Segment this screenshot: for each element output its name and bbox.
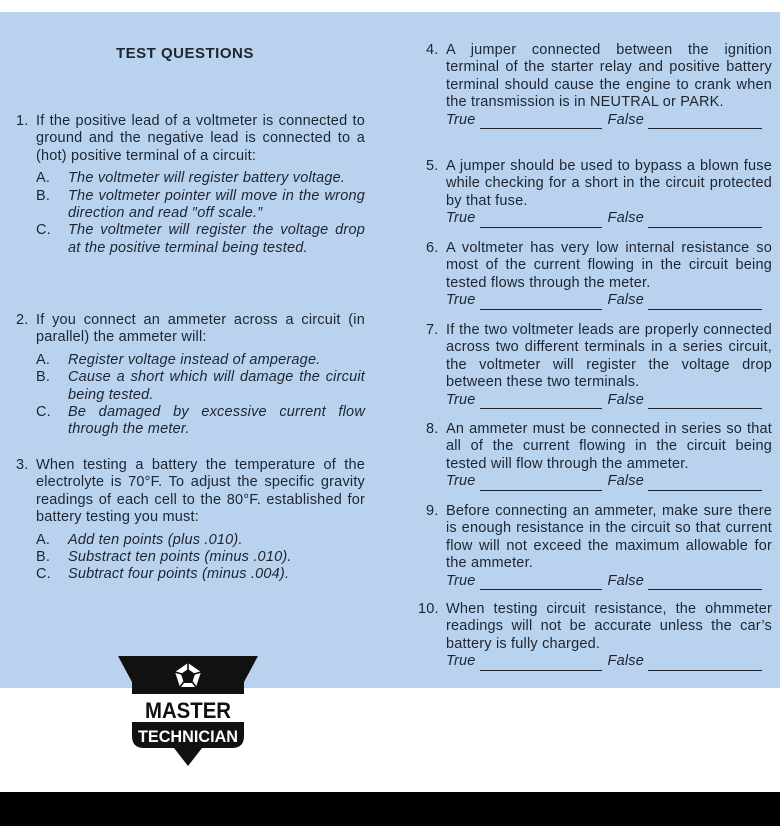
true-label: True <box>446 111 476 128</box>
true-answer-blank[interactable] <box>480 396 602 409</box>
false-answer-blank[interactable] <box>648 658 762 671</box>
option-b <box>36 188 365 223</box>
true-false-row <box>446 210 772 227</box>
true-label: True <box>446 391 476 408</box>
logo-text-master: MASTER <box>145 698 232 723</box>
question-3 <box>16 457 365 584</box>
question-stem: If you connect an ammeter across a circuit (in parallel) the ammeter will: <box>36 312 365 346</box>
option-text: The voltmeter will register battery voltage. <box>68 170 346 187</box>
false-label: False <box>607 473 645 490</box>
question-number: 2. <box>16 312 29 328</box>
true-answer-blank[interactable] <box>480 478 602 491</box>
option-letter: B. <box>36 187 51 204</box>
true-label: True <box>446 572 476 589</box>
option-letter: C. <box>36 404 51 421</box>
question-stem: If the two voltmeter leads are properly connected across two different terminals in a series circuit, the voltmeter will register the voltage drop between these two terminals. <box>446 322 772 391</box>
option-letter: B. <box>36 369 51 386</box>
option-text: Cause a short which will damage the circuit being tested. <box>68 369 365 403</box>
false-answer-blank[interactable] <box>648 116 762 129</box>
true-answer-blank[interactable] <box>480 658 602 671</box>
false-label: False <box>607 292 645 309</box>
question-number: 10. <box>418 601 439 617</box>
bottom-black-bar <box>0 792 780 826</box>
option-text: Add ten points (plus .010). <box>68 531 243 548</box>
question-stem: When testing a battery the temperature of the electrolyte is 70°F. To adjust the specific gravity readings of each cell to the 80°F. established for battery testing you must: <box>36 457 365 526</box>
question-stem: An ammeter must be connected in series so that all of the current flowing in the circuit being tested will flow through the ammeter. <box>446 421 772 472</box>
question-5 <box>420 158 772 228</box>
question-1 <box>16 113 365 257</box>
option-letter: A. <box>36 351 51 368</box>
true-false-row <box>446 653 772 670</box>
question-number: 4. <box>426 42 439 58</box>
option-text: Register voltage instead of amperage. <box>68 351 321 368</box>
option-b <box>36 369 365 404</box>
true-answer-blank[interactable] <box>480 215 602 228</box>
question-number: 5. <box>426 158 439 174</box>
true-label: True <box>446 292 476 309</box>
question-number: 9. <box>426 503 439 519</box>
false-answer-blank[interactable] <box>648 297 762 310</box>
question-stem: Before connecting an ammeter, make sure there is enough resistance in the circuit so that current flow will not exceed the maximum allowable for the ammeter. <box>446 503 772 572</box>
question-8 <box>420 421 772 491</box>
option-letter: C. <box>36 222 51 239</box>
true-false-row <box>446 292 772 309</box>
true-answer-blank[interactable] <box>480 577 602 590</box>
option-a <box>36 532 365 549</box>
question-6 <box>420 240 772 310</box>
false-answer-blank[interactable] <box>648 215 762 228</box>
true-label: True <box>446 653 476 670</box>
question-number: 3. <box>16 457 29 473</box>
false-label: False <box>607 572 645 589</box>
option-text: Subtract four points (minus .004). <box>68 566 290 583</box>
true-label: True <box>446 210 476 227</box>
question-4 <box>420 42 772 129</box>
question-number: 1. <box>16 113 29 129</box>
option-letter: A. <box>36 170 51 187</box>
question-9 <box>420 503 772 590</box>
false-label: False <box>607 653 645 670</box>
option-letter: B. <box>36 549 51 566</box>
true-answer-blank[interactable] <box>480 116 602 129</box>
question-10 <box>420 601 772 671</box>
option-letter: C. <box>36 566 51 583</box>
question-2 <box>16 312 365 439</box>
option-a <box>36 170 365 187</box>
logo-text-technician: TECHNICIAN <box>138 727 238 746</box>
true-label: True <box>446 473 476 490</box>
question-stem: A voltmeter has very low internal resistance so most of the current flowing in the circuit being tested flows through the meter. <box>446 240 772 291</box>
true-false-row <box>446 112 772 129</box>
true-false-row <box>446 473 772 490</box>
option-c <box>36 404 365 439</box>
question-number: 6. <box>426 240 439 256</box>
false-label: False <box>607 210 645 227</box>
option-text: Substract ten points (minus .010). <box>68 549 292 566</box>
option-letter: A. <box>36 531 51 548</box>
option-text: The voltmeter pointer will move in the wrong direction and read ″off scale.″ <box>68 187 365 222</box>
option-c <box>36 566 365 583</box>
question-number: 7. <box>426 322 439 338</box>
master-technician-logo <box>118 656 258 768</box>
question-stem: When testing circuit resistance, the ohmmeter readings will not be accurate unless the car’s battery is fully charged. <box>446 601 772 652</box>
question-stem: A jumper should be used to bypass a blown fuse while checking for a short in the circuit protected by that fuse. <box>446 158 772 209</box>
option-c <box>36 222 365 257</box>
false-answer-blank[interactable] <box>648 577 762 590</box>
option-text: The voltmeter will register the voltage drop at the positive terminal being tested. <box>68 222 365 256</box>
false-label: False <box>607 391 645 408</box>
option-text: Be damaged by excessive current flow through the meter. <box>68 404 365 438</box>
option-b <box>36 549 365 566</box>
false-label: False <box>607 111 645 128</box>
true-false-row <box>446 392 772 409</box>
true-answer-blank[interactable] <box>480 297 602 310</box>
option-a <box>36 352 365 369</box>
false-answer-blank[interactable] <box>648 396 762 409</box>
question-7 <box>420 322 772 409</box>
question-stem: A jumper connected between the ignition terminal of the starter relay and positive battery terminal should cause the engine to crank when the transmission is in NEUTRAL or PARK. <box>446 42 772 111</box>
question-stem: If the positive lead of a voltmeter is connected to ground and the negative lead is connected to a (hot) positive terminal of a circuit: <box>36 113 365 164</box>
question-number: 8. <box>426 421 439 437</box>
true-false-row <box>446 573 772 590</box>
false-answer-blank[interactable] <box>648 478 762 491</box>
page-title: TEST QUESTIONS <box>116 45 254 62</box>
